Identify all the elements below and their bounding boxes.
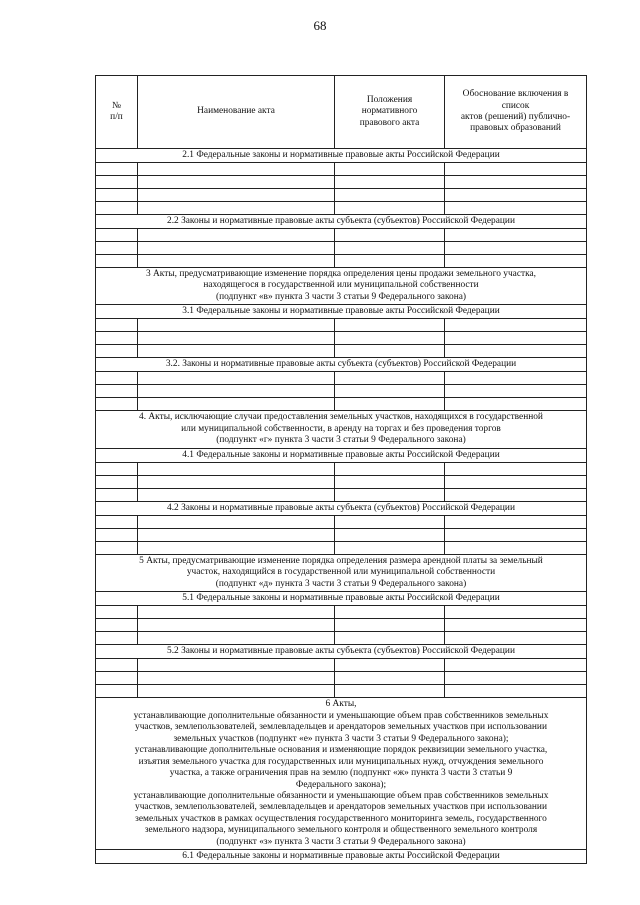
header-act-name-text: Наименование акта [197,106,275,117]
empty-cell [96,189,138,202]
section-heading-row [96,554,587,591]
empty-cell [96,685,138,698]
empty-table-row [96,515,587,528]
header-cell-basis [445,76,587,149]
subsection-heading-row [96,358,587,372]
empty-cell [138,528,335,541]
empty-table-row [96,541,587,554]
section-heading [96,268,587,305]
subsection-title: 4.2 Законы и нормативные правовые акты субъекта (субъектов) Российской Федерации [96,501,587,515]
empty-cell [96,398,138,411]
section-heading-line: участков, землепользователей, землевладельцев и арендаторов земельных участков при использовании [135,722,547,733]
empty-cell [445,606,587,619]
empty-table-row [96,189,587,202]
section-heading-line: (подпункт «д» пункта 3 части 3 статьи 9 Федерального закона) [215,578,467,589]
header-cell-provisions [335,76,445,149]
empty-table-row [96,163,587,176]
section-heading-line: Федерального закона); [295,779,387,790]
empty-cell [335,515,445,528]
empty-table-row [96,475,587,488]
empty-cell [138,475,335,488]
header-basis-line: актов (решений) публично- [460,112,571,122]
empty-cell [138,255,335,268]
empty-cell [138,242,335,255]
empty-cell [445,632,587,645]
section-heading-line: находящегося в государственной или муниципальной собственности [203,280,479,291]
header-provisions-line: правового акта [359,117,420,128]
empty-cell [138,541,335,554]
empty-table-row [96,176,587,189]
empty-cell [335,319,445,332]
empty-cell [138,462,335,475]
empty-cell [96,462,138,475]
section-heading [96,411,587,448]
empty-cell [96,475,138,488]
empty-cell [445,398,587,411]
empty-cell [96,488,138,501]
empty-table-row [96,242,587,255]
empty-table-row [96,332,587,345]
empty-cell [335,659,445,672]
empty-cell [96,332,138,345]
table-header-row [96,76,587,149]
header-number-line: № [112,100,121,111]
empty-cell [445,385,587,398]
header-provisions-line: нормативного [361,106,418,117]
empty-cell [96,229,138,242]
section-heading-line: участок, находящийся в государственной или муниципальной собственности [186,567,496,578]
subsection-heading-row [96,592,587,606]
subsection-title: 2.1 Федеральные законы и нормативные правовые акты Российской Федерации [96,149,587,163]
section-heading-line: 4. Акты, исключающие случаи предоставления земельных участков, находящихся в государственной [139,412,543,423]
empty-cell [335,528,445,541]
empty-cell [96,242,138,255]
empty-cell [96,528,138,541]
section-heading-line: участков, землепользователей, землевладельцев и арендаторов земельных участков при использовании [135,802,547,813]
empty-table-row [96,659,587,672]
empty-table-row [96,462,587,475]
section-heading-line: участка, а также ограничения прав на землю (подпункт «ж» пункта 3 части 3 статьи 9 [169,768,513,779]
empty-table-row [96,672,587,685]
section-heading-row [96,268,587,305]
empty-cell [335,255,445,268]
empty-cell [335,345,445,358]
empty-cell [138,345,335,358]
section-heading [96,698,587,850]
empty-cell [138,229,335,242]
section-heading [96,554,587,591]
subsection-heading-row [96,850,587,864]
empty-cell [445,163,587,176]
empty-cell [138,372,335,385]
empty-cell [335,619,445,632]
empty-cell [445,541,587,554]
empty-table-row [96,385,587,398]
subsection-title: 3.1 Федеральные законы и нормативные правовые акты Российской Федерации [96,305,587,319]
empty-cell [138,606,335,619]
empty-cell [335,632,445,645]
subsection-heading-row [96,645,587,659]
empty-cell [138,202,335,215]
empty-cell [138,685,335,698]
section-heading-row [96,698,587,850]
empty-cell [445,672,587,685]
empty-cell [138,176,335,189]
section-heading-line: земельных участков в рамках осуществления государственного мониторинга земель, государственного [135,813,547,824]
section-heading-line: изъятия земельного участка для государственных или муниципальных нужд, отчуждения земельного [138,756,544,767]
section-heading-line: 6 Акты, [325,699,357,710]
empty-cell [335,398,445,411]
empty-cell [335,541,445,554]
empty-cell [445,189,587,202]
empty-cell [96,659,138,672]
empty-table-row [96,685,587,698]
empty-cell [445,475,587,488]
empty-cell [335,189,445,202]
empty-cell [335,242,445,255]
empty-cell [335,332,445,345]
empty-cell [445,528,587,541]
header-cell-number [96,76,138,149]
section-heading-line: (подпункт «в» пункта 3 части 3 статьи 9 Федерального закона) [215,291,467,302]
section-heading-line: устанавливающие дополнительные основания и изменяющие порядок реквизиции земельного участка, [134,745,548,756]
empty-cell [96,255,138,268]
empty-table-row [96,619,587,632]
section-heading-line: (подпункт «г» пункта 3 части 3 статьи 9 Федерального закона) [216,435,466,446]
empty-cell [445,685,587,698]
section-heading-line: земельных участков (подпункт «е» пункта 3 части 3 статьи 9 Федерального закона); [173,733,509,744]
empty-cell [445,345,587,358]
empty-cell [138,332,335,345]
subsection-title: 4.1 Федеральные законы и нормативные правовые акты Российской Федерации [96,448,587,462]
empty-cell [335,462,445,475]
acts-table [95,75,587,864]
empty-cell [138,163,335,176]
empty-cell [96,515,138,528]
header-provisions-line: Положения [366,94,413,105]
header-basis-line: правовых образований [470,123,561,134]
empty-cell [96,176,138,189]
empty-cell [96,672,138,685]
empty-cell [138,189,335,202]
section-heading-row [96,411,587,448]
empty-table-row [96,319,587,332]
empty-table-row [96,488,587,501]
empty-cell [445,332,587,345]
section-heading-line: (подпункт «з» пункта 3 части 3 статьи 9 Федерального закона) [216,836,466,847]
empty-cell [96,319,138,332]
subsection-title: 5.2 Законы и нормативные правовые акты субъекта (субъектов) Российской Федерации [96,645,587,659]
empty-cell [138,488,335,501]
empty-cell [335,202,445,215]
empty-cell [138,619,335,632]
empty-cell [138,672,335,685]
empty-cell [138,398,335,411]
section-heading-line: земельного надзора, муниципального земельного контроля и общественного земельного контроля [144,825,538,836]
acts-table-body [96,76,587,864]
empty-cell [96,372,138,385]
empty-cell [445,319,587,332]
empty-cell [138,515,335,528]
empty-cell [138,385,335,398]
header-basis-line: Обоснование включения в [462,89,569,100]
empty-cell [335,606,445,619]
empty-cell [335,672,445,685]
subsection-heading-row [96,448,587,462]
empty-cell [96,541,138,554]
empty-cell [445,659,587,672]
empty-cell [335,685,445,698]
empty-table-row [96,528,587,541]
empty-cell [445,488,587,501]
section-heading-line: 3 Акты, предусматривающие изменение порядка определения цены продажи земельного участка, [146,269,536,279]
empty-cell [445,619,587,632]
empty-cell [335,176,445,189]
empty-cell [138,319,335,332]
subsection-heading-row [96,215,587,229]
subsection-heading-row [96,501,587,515]
empty-cell [445,255,587,268]
subsection-title: 2.2 Законы и нормативные правовые акты субъекта (субъектов) Российской Федерации [96,215,587,229]
empty-cell [96,632,138,645]
empty-cell [138,659,335,672]
empty-cell [445,229,587,242]
empty-cell [445,372,587,385]
subsection-heading-row [96,149,587,163]
empty-table-row [96,255,587,268]
section-heading-line: устанавливающие дополнительные обязанности и уменьшающие объем прав собственников земельных [133,710,549,721]
empty-cell [96,163,138,176]
empty-cell [445,176,587,189]
empty-cell [96,619,138,632]
empty-cell [96,202,138,215]
empty-table-row [96,202,587,215]
empty-cell [445,515,587,528]
empty-cell [445,202,587,215]
empty-cell [335,229,445,242]
subsection-title: 5.1 Федеральные законы и нормативные правовые акты Российской Федерации [96,592,587,606]
empty-cell [335,475,445,488]
empty-cell [335,488,445,501]
empty-cell [335,385,445,398]
empty-cell [96,385,138,398]
header-cell-act-name [138,76,335,149]
subsection-title: 6.1 Федеральные законы и нормативные правовые акты Российской Федерации [96,850,587,864]
empty-cell [445,242,587,255]
page-number: 68 [313,18,327,33]
empty-cell [138,632,335,645]
subsection-title: 3.2. Законы и нормативные правовые акты субъекта (субъектов) Российской Федерации [96,358,587,372]
section-heading-line: устанавливающие дополнительные обязанности и уменьшающие объем прав собственников земельных [133,790,549,801]
header-basis-line: список [501,100,530,111]
empty-table-row [96,372,587,385]
header-number-line: п/п [110,112,123,122]
empty-cell [335,372,445,385]
empty-table-row [96,606,587,619]
section-heading-line: 5 Акты, предусматривающие изменение порядка определения размера арендной платы за земельный [139,555,543,566]
empty-cell [335,163,445,176]
empty-table-row [96,229,587,242]
section-heading-line: или муниципальной собственности, в аренду на торгах и без проведения торгов [181,423,501,434]
empty-cell [445,462,587,475]
subsection-heading-row [96,305,587,319]
empty-table-row [96,345,587,358]
empty-table-row [96,632,587,645]
empty-cell [96,345,138,358]
empty-cell [96,606,138,619]
empty-table-row [96,398,587,411]
